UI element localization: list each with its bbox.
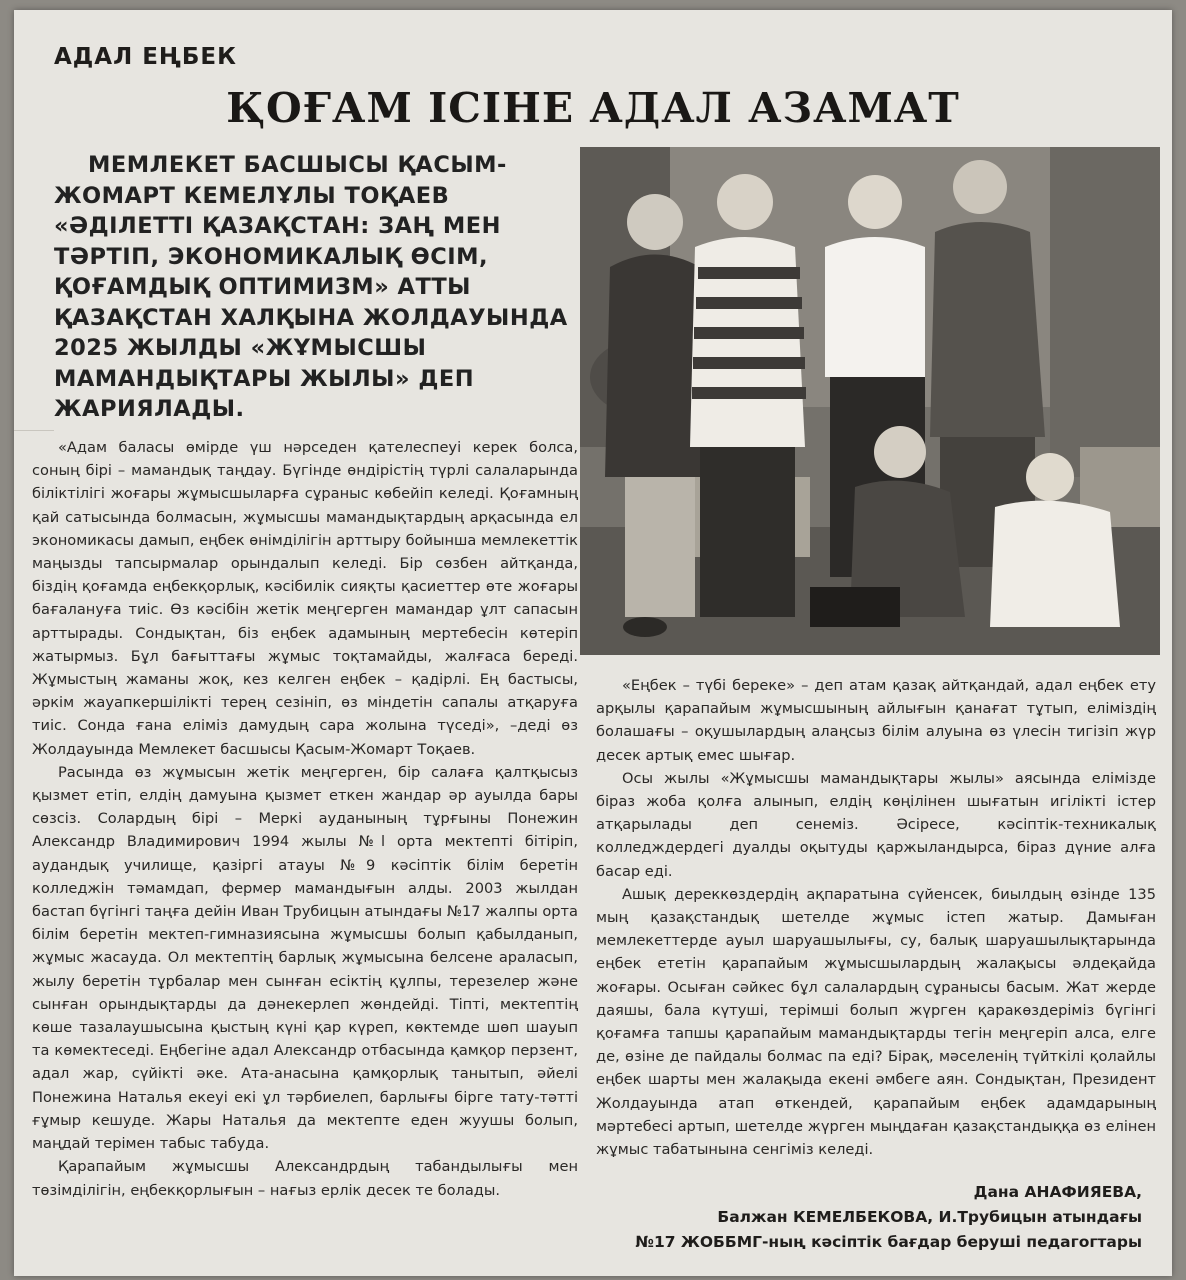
paragraph: Осы жылы «Жұмысшы мамандықтары жылы» аясында елімізде біраз жоба қолға алынып, елдің көңілінен шығатын игілікті істер атқарылады деп сенеміз. Әсіресе, кәсіптік-техникалық колледждердегі дуалды оқытуды қаржыландырса, біраз дүние алға басар еді. [596, 769, 1156, 880]
author-line-2: Балжан КЕМЕЛБЕКОВА, И.Трубицын атындағы [717, 1208, 1142, 1226]
family-photo-illustration [580, 147, 1160, 655]
article-left-column [32, 436, 578, 1202]
paper-fold-line [14, 430, 54, 431]
author-line-3: №17 ЖОББМГ-ның кәсіптік бағдар беруші педагогтары [635, 1233, 1142, 1251]
section-rubric: АДАЛ ЕҢБЕК [54, 44, 237, 70]
author-signature [635, 1180, 1142, 1255]
paragraph: Ашық дереккөздердің ақпаратына сүйенсек, биылдың өзінде 135 мың қазақстандық шетелде жұмыс істеп жатыр. Дамыған мемлекеттерде ауыл шаруашылығы, су, балық шаруашылықтарында еңбек ететін қарапайым жұмысшылардың жалақысы әлдеқайда жоғары. Осыған сәйкес бұл салалардың сұранысы басым. Жат жерде даяшы, бала күтуші, терімші болып жүрген қаракөздеріміз бүгінгі қоғамға тапшы қарапайым мамандықтарды тегін меңгеріп алса, елге де, өзіне де пайдалы болмас па еді? Бірақ, мәселенің түйткілі қолайлы еңбек шарты мен жалақыда екені әмбеге аян. Сондықтан, Президент Жолдауында атап өткендей, қарапайым еңбек адамдарының мәртебесі артып, шетелде жүрген мыңдаған қазақстандыққа өз елінен жұмыс табатынына сенгіміз келеді. [596, 885, 1156, 1159]
paragraph: Расында өз жұмысын жетік меңгерген, бір салаға қалтқысыз қызмет етіп, елдің дамуына қызмет еткен жандар әр ауылда бары сөзсіз. Солардың бірі – Меркі ауданының тұрғыны Понежин Александр Владимирович 1994 жылы №l орта мектепті бітіріп, аудандық училище, қазіргі атауы №9 кәсіптік білім беретін колледжін тәмамдап, фермер мамандығын алды. 2003 жылдан бастап бүгінгі таңға дейін Иван Трубицын атындағы №17 жалпы орта білім беретін мектеп-гимназиясына жұмысшы болып қабылданып, жұмыс жасауда. Ол мектептің барлық жұмысына белсене араласып, жылу беретін тұрбалар мен сынған есіктің құлпы, терезелер және сынған орындықтарды да дәнекерлеп жөндейді. Тіпті, мектептің көше тазалаушысына қыстың күні қар күреп, көктемде шөп шауып та көмектеседі. Еңбегіне адал Александр отбасында қамқор перзент, адал жар, сүйікті әке. Ата-анасына қамқорлық танытып, әйелі Понежина Наталья екеуі екі ұл тәрбиелеп, барлығы бірге тату-тәтті ғұмыр кешуде. Жары Наталья да мектепте еден жуушы болып, маңдай терімен табыс табуда. [32, 763, 578, 1153]
newspaper-page [14, 10, 1172, 1276]
paragraph: «Еңбек – түбі береке» – деп атам қазақ айтқандай, адал еңбек ету арқылы қарапайым жұмысшының айлығын қанағат тұтып, еліміздің болашағы – оқушылардың алаңсыз білім алуына өз үлесін тигізіп жүр десек артық емес шығар. [596, 677, 1156, 764]
article-right-column [596, 674, 1156, 1161]
family-photo [580, 147, 1160, 655]
article-lead: МЕМЛЕКЕТ БАСШЫСЫ ҚАСЫМ-ЖОМАРТ КЕМЕЛҰЛЫ ТОҚАЕВ «ӘДІЛЕТТІ ҚАЗАҚСТАН: ЗАҢ МЕН ТӘРТІП, ЭКОНОМИКАЛЫҚ ӨСІМ, ҚОҒАМДЫҚ ОПТИМИЗМ» АТТЫ ҚАЗАҚСТАН ХАЛҚЫНА ЖОЛДАУЫНДА 2025 ЖЫЛДЫ «ЖҰМЫСШЫ МАМАНДЫҚТАРЫ ЖЫЛЫ» ДЕП ЖАРИЯЛАДЫ. [54, 152, 568, 422]
author-line-1: Дана АНАФИЯЕВА, [973, 1183, 1142, 1201]
paragraph: Қарапайым жұмысшы Александрдың табандылығы мен төзімділігін, еңбекқорлығын – нағыз ерлік десек те болады. [32, 1158, 578, 1199]
article-headline: ҚОҒАМ ІСІНЕ АДАЛ АЗАМАТ [226, 84, 960, 132]
paragraph: «Адам баласы өмірде үш нәрседен қателеспеуі керек болса, соның бірі – мамандық таңдау. Бүгінде өндірістің түрлі салаларында біліктілігі жоғары жұмысшыларға сұраныс көбейіп келеді. Қоғамның қай сатысында болмасын, жұмысшы мамандықтардың арқасында ел экономикасы дамып, еңбек өнімділігін арттыру бойынша мемлекеттік маңызды тапсырмалар орындалып келеді. Бір сөзбен айтқанда, біздің қоғамда еңбекқорлық, кәсібилік сияқты қасиеттер өте жоғары бағалануға тиіс. Өз кәсібін жетік меңгерген мамандар ұлт сапасын арттырады. Сондықтан, біз еңбек адамының мертебесін көтеріп жатырмыз. Бұл бағыттағы жұмыс тоқтамайды, жалғаса береді. Жұмыстың жаманы жоқ, кез келген еңбек – қадірлі. Ең бастысы, әркім жауапкершілікті терең сезініп, өз міндетін сапалы атқаруға тиіс. Сонда ғана еліміз дамудың сара жолына түседі», –деді өз Жолдауында Мемлекет басшысы Қасым-Жомарт Тоқаев. [32, 439, 578, 758]
